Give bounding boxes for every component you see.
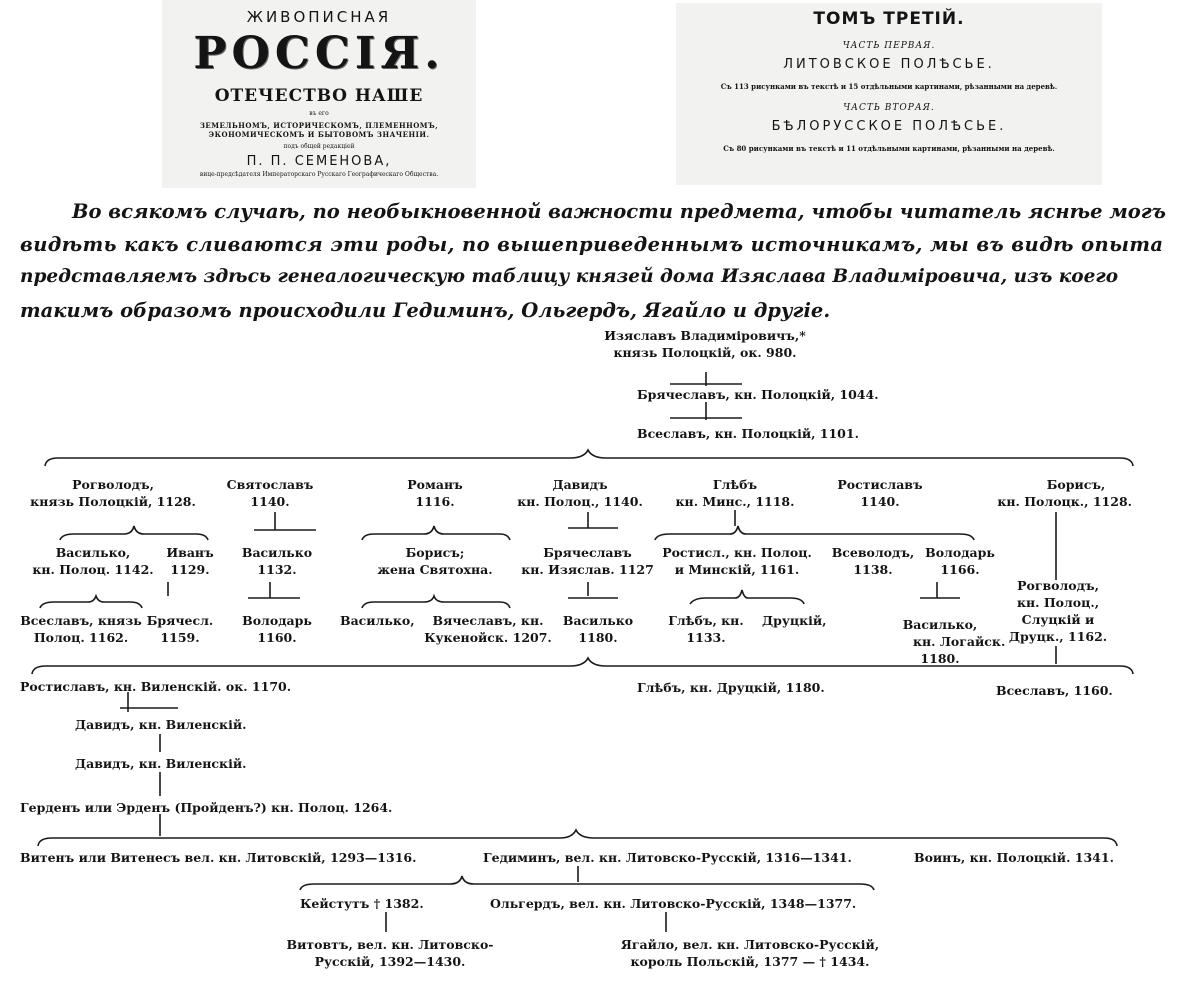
tree-node-rostislav-2: Ростисл., кн. Полоц. и Минскій, 1161.: [662, 545, 812, 577]
tree-node-boris-2: Борисъ; жена Святохна.: [377, 545, 493, 577]
part-one-note: Съ 113 рисунками въ текстѣ и 15 отдѣльными картинами, рѣзанными на деревѣ.: [720, 82, 1058, 91]
part-two-note: Съ 80 рисунками въ текстѣ и 11 отдѣльными картинами, рѣзанными на деревѣ.: [723, 144, 1055, 153]
tree-node-svyatoslav: Святославъ 1140.: [226, 477, 314, 509]
tree-node-rostislav-3: Ростиславъ, кн. Виленскій. ок. 1170.: [20, 679, 292, 694]
tree-node-gleb: Глѣбъ кн. Минс., 1118.: [675, 477, 795, 509]
tree-node-david-3: Давидъ, кн. Виленскій.: [75, 756, 247, 771]
title-line: ЖИВОПИСНАЯ: [246, 8, 392, 26]
subtitle: ОТЕЧЕСТВО НАШЕ: [214, 86, 424, 106]
paragraph-line: представляемъ здѣсь генеалогическую таблицу князей дома Изяслава Владиміровича, изъ коего: [20, 266, 1119, 287]
paragraph-line: такимъ образомъ происходили Гедиминъ, Ольгердъ, Ягайло и другіе.: [20, 299, 831, 322]
tree-node-viten: Витенъ или Витенесъ вел. кн. Литовскій, 1293—1316.: [20, 850, 417, 865]
tree-node-vasilko-5: Василько, 1180.: [902, 617, 978, 666]
tree-node-izyaslav: Изяславъ Владиміровичъ,* князь Полоцкій, ок. 980.: [604, 328, 806, 360]
tree-node-logaysk: кн. Логайск.: [913, 634, 1006, 649]
tree-node-roman: Романъ 1116.: [407, 477, 463, 509]
part-two-title: БѢЛОРУССКОЕ ПОЛѢСЬЕ.: [771, 119, 1007, 134]
tree-node-bryacheslav: Брячеславъ, кн. Полоцкій, 1044.: [637, 387, 879, 402]
tree-node-drutsky: Друцкій,: [762, 613, 827, 628]
volume-title: ТОМЪ ТРЕТІЙ.: [813, 9, 965, 29]
tree-node-volodar-2: Володарь 1160.: [242, 613, 312, 645]
tree-node-volodar: Володарь 1166.: [925, 545, 995, 577]
tree-node-vasilko-2: Василько 1132.: [241, 545, 313, 577]
tree-node-ivan: Иванъ 1129.: [166, 545, 214, 577]
tree-node-vsevolod: Всеволодъ, 1138.: [831, 545, 915, 577]
tree-node-vseslav: Всеславъ, кн. Полоцкій, 1101.: [637, 426, 859, 441]
title-small-line: въ его: [309, 110, 329, 117]
tree-node-yagailo: Ягайло, вел. кн. Литовско-Русскій, король Польскій, 1377 — † 1434.: [620, 937, 880, 969]
tree-node-rogvolod-2: Рогволодъ, кн. Полоц., Слуцкій и Друцк., 1162.: [1008, 578, 1108, 644]
tree-node-vseslav-2: Всеславъ, князь Полоц. 1162.: [20, 613, 142, 645]
paragraph-line: видѣть какъ сливаются эти роды, по вышеприведеннымъ источникамъ, мы въ видѣ опыта: [20, 233, 1164, 256]
editor-title: вице-предсѣдателя Императорскаго Русскаго Географическаго Общества.: [199, 171, 439, 178]
tree-node-keystut: Кейстутъ † 1382.: [300, 896, 424, 911]
editor-name: П. П. СЕМЕНОВА,: [246, 154, 392, 169]
tree-node-olgerd: Ольгердъ, вел. кн. Литовско-Русскій, 1348—1377.: [490, 896, 857, 911]
tree-node-vyacheslav: Вячеславъ, кн. Кукенойск. 1207.: [424, 613, 552, 645]
title-small-line: подъ общей редакціей: [283, 143, 355, 150]
tree-node-rostislav: Ростиславъ 1140.: [837, 477, 923, 509]
tree-node-voin: Воинъ, кн. Полоцкій. 1341.: [914, 850, 1114, 865]
tree-node-david-2: Давидъ, кн. Виленскій.: [75, 717, 247, 732]
tree-node-gleb-2: Глѣбъ, кн. 1133.: [668, 613, 744, 645]
title-main: РОССІЯ.: [193, 28, 445, 79]
title-description: ЗЕМЕЛЬНОМЪ, ИСТОРИЧЕСКОМЪ, ПЛЕМЕННОМЪ, ЭКОНОМИЧЕСКОМЪ И БЫТОВОМЪ ЗНАЧЕНІИ.: [199, 121, 439, 139]
part-two-label: ЧАСТЬ ВТОРАЯ.: [843, 103, 935, 113]
tree-node-bryacheslav-3: Брячесл. 1159.: [146, 613, 214, 645]
tree-node-vseslav-3: Всеславъ, 1160.: [996, 683, 1113, 698]
tree-node-rogvolod: Рогволодъ, князь Полоцкій, 1128.: [30, 477, 196, 509]
part-one-title: ЛИТОВСКОЕ ПОЛѢСЬЕ.: [783, 57, 995, 72]
tree-node-gerden: Герденъ или Эрденъ (Пройденъ?) кн. Полоц. 1264.: [20, 800, 393, 815]
tree-node-boris: Борисъ, кн. Полоцк., 1128.: [997, 477, 1132, 509]
part-one-label: ЧАСТЬ ПЕРВАЯ.: [842, 41, 936, 51]
tree-node-vasilko: Василько, кн. Полоц. 1142.: [32, 545, 154, 577]
tree-node-gedimin: Гедиминъ, вел. кн. Литовско-Русскій, 1316—1341.: [483, 850, 852, 865]
tree-node-david: Давидъ кн. Полоц., 1140.: [517, 477, 643, 509]
tree-node-gleb-3: Глѣбъ, кн. Друцкій, 1180.: [637, 680, 825, 695]
tree-node-vasilko-4: Василько 1180.: [562, 613, 634, 645]
tree-node-bryacheslav-2: Брячеславъ кн. Изяслав. 1127: [521, 545, 654, 577]
paragraph-line: Во всякомъ случаѣ, по необыкновенной важности предмета, чтобы читатель яснѣе могъ: [72, 200, 1166, 223]
tree-node-vasilko-3: Василько,: [340, 613, 415, 628]
tree-node-vitovt: Витовтъ, вел. кн. Литовско- Русскій, 1392—1430.: [286, 937, 494, 969]
